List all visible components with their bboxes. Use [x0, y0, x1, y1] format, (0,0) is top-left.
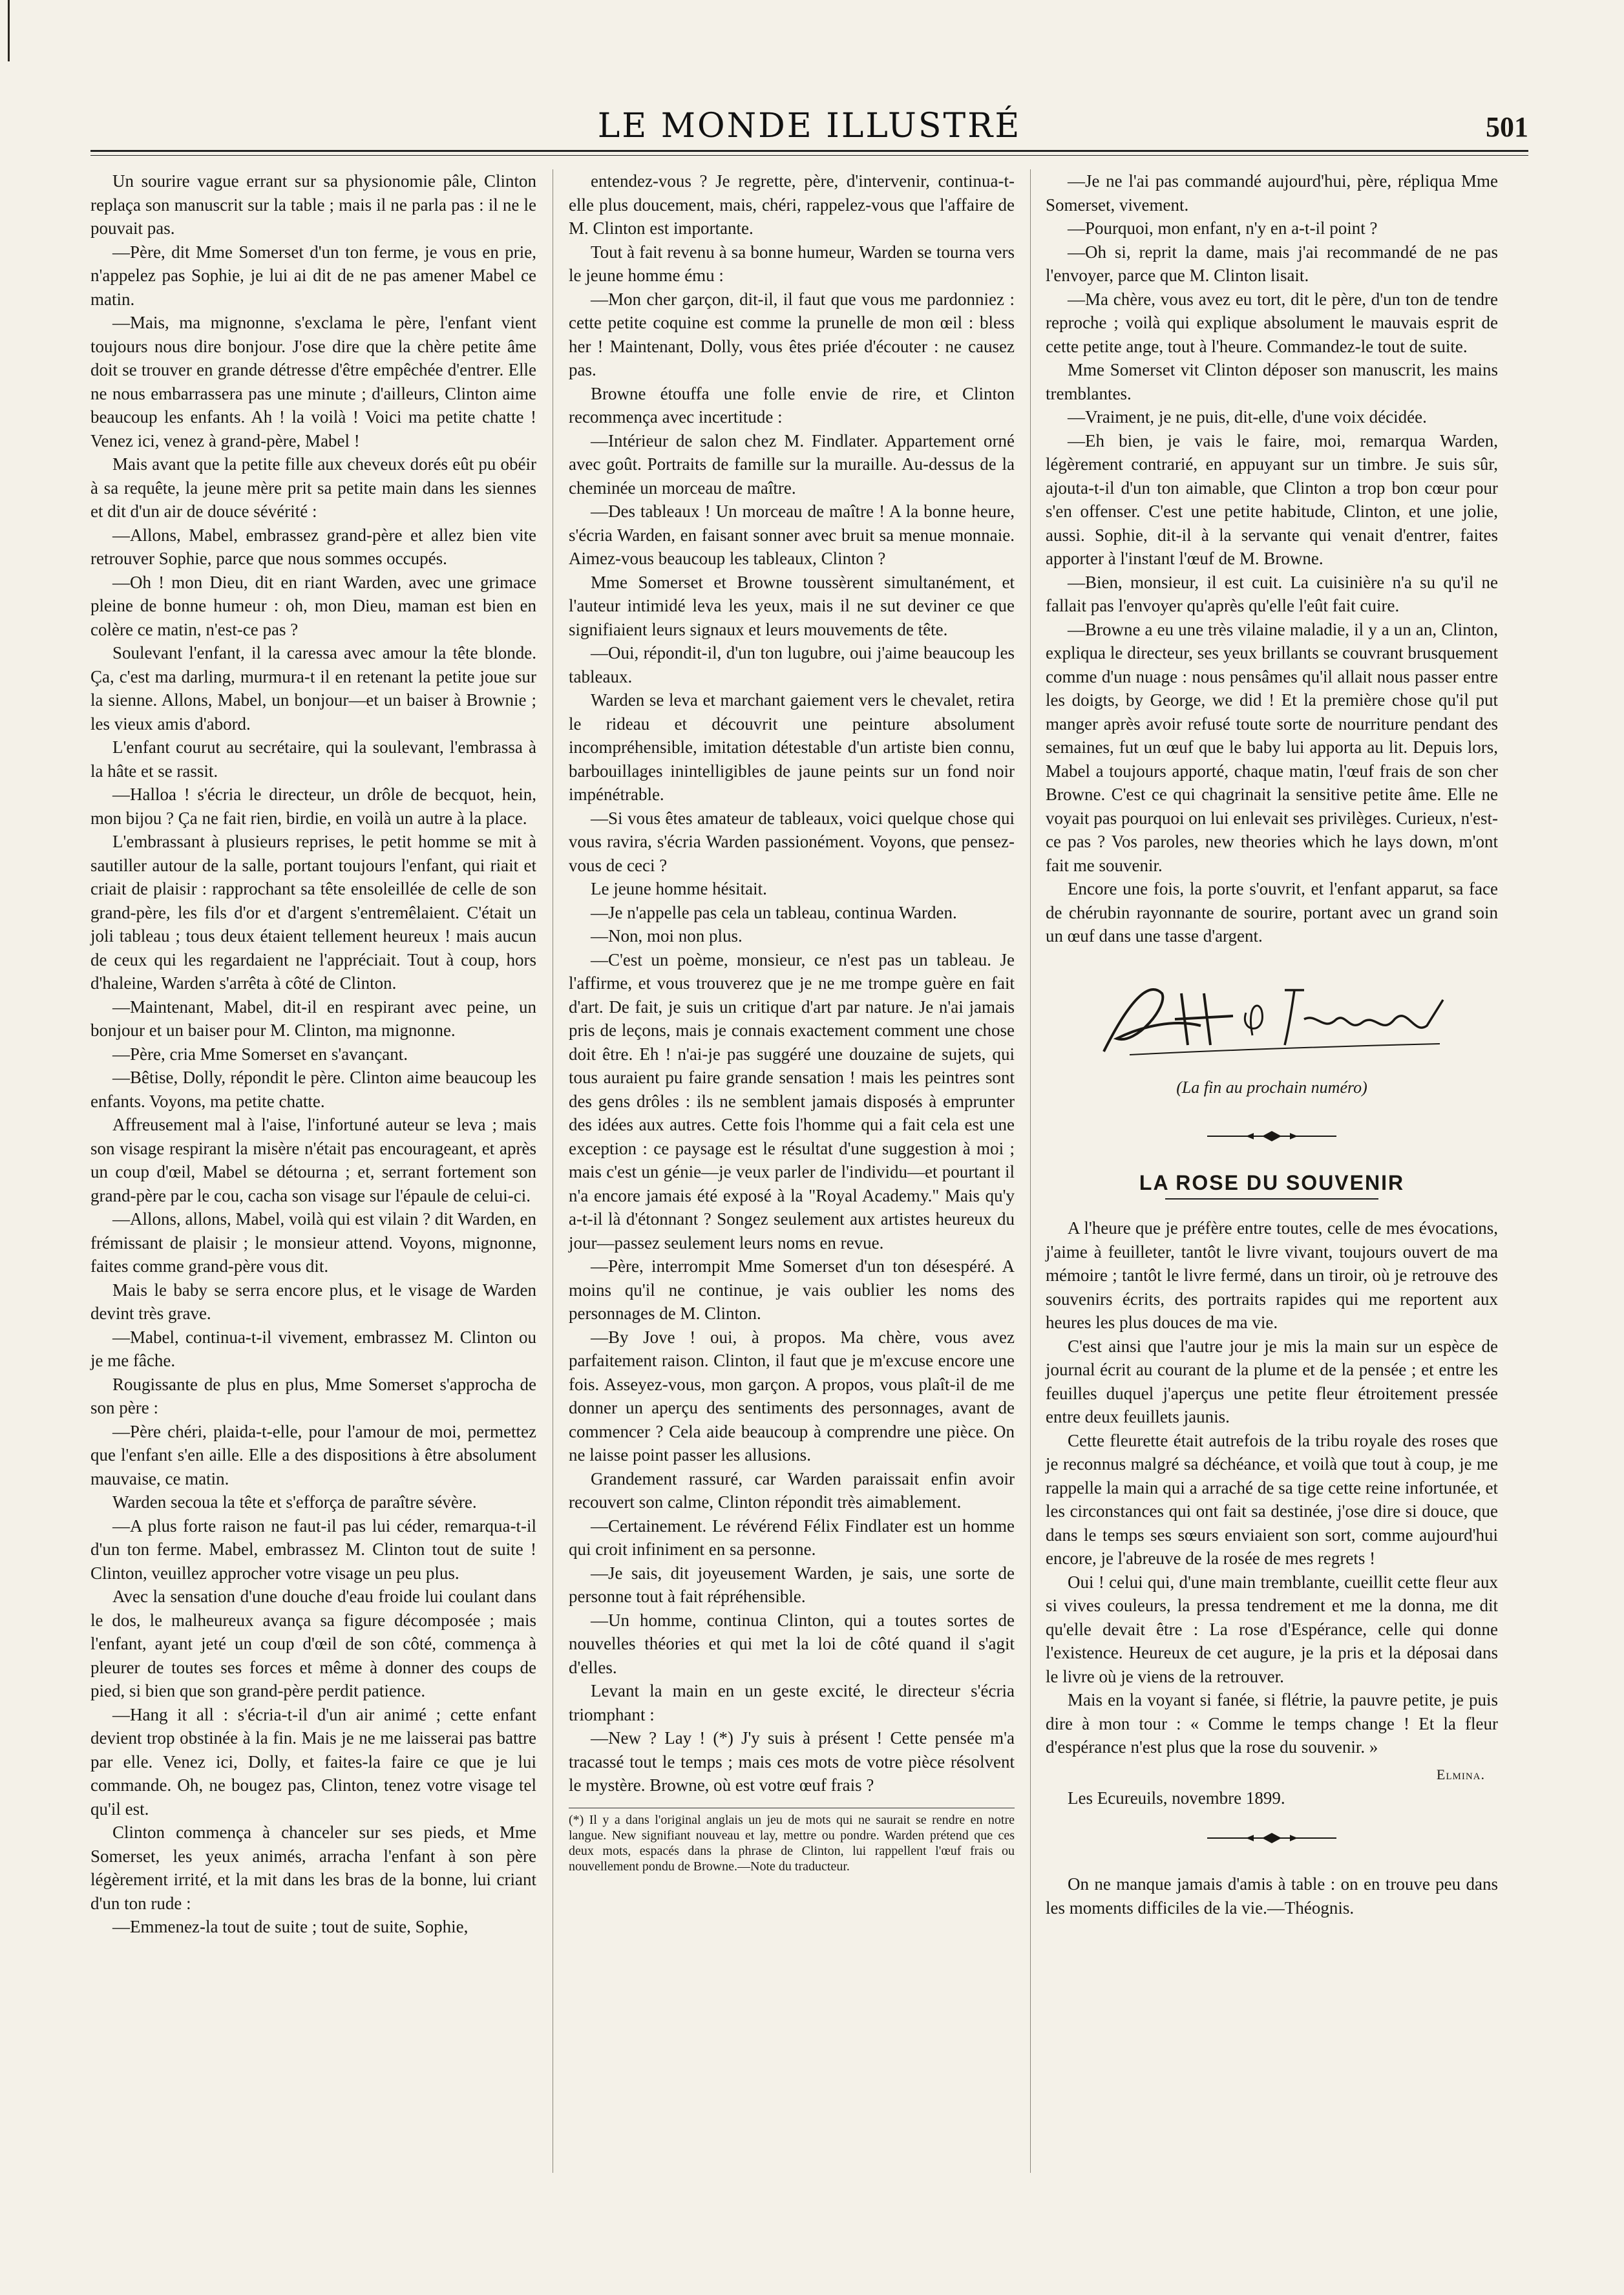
header-rule-thin [90, 155, 1528, 156]
paragraph: —Si vous êtes amateur de tableaux, voici quelque chose qui vous ravira, s'écria Warden passionément. Voyons, que pensez-vous de ceci ? [569, 808, 1015, 875]
ornament-divider [1046, 1827, 1498, 1851]
paragraph: —Bien, monsieur, il est cuit. La cuisinière n'a su qu'il ne fallait pas l'envoyer qu'après qu'elle l'eût fait cuire. [1046, 572, 1498, 615]
paragraph: —Bêtise, Dolly, répondit le père. Clinton aime beaucoup les enfants. Voyons, ma petite chatte. [90, 1068, 536, 1111]
page-number: 501 [1486, 111, 1528, 143]
paragraph: —Oui, répondit-il, d'un ton lugubre, oui j'aime beaucoup les tableaux. [569, 643, 1015, 686]
binding-edge-line [8, 0, 10, 61]
footnote: (*) Il y a dans l'original anglais un jeu de mots qui ne saurait se rendre en notre langue. New signifiant nouveau et lay, mettre ou pondre. Warden prétend que ces deux mots, espacés dans la phrase de Clinton, lui rappellent l'œuf frais ou nouvellement pondu de Browne.—Note du traducteur. [569, 1812, 1015, 1874]
author-signature [1091, 974, 1453, 1064]
paragraph: —Non, moi non plus. [591, 926, 743, 946]
paragraph: —Mon cher garçon, dit-il, il faut que vous me pardonniez : cette petite coquine est comme la prunelle de mon œil : bless her ! Maintenant, Dolly, vous êtes priée d'écouter : ne causez pas. [569, 289, 1015, 379]
paragraph: —Vraiment, je ne puis, dit-elle, d'une voix décidée. [1068, 407, 1427, 427]
paragraph: Mais en la voyant si fanée, si flétrie, la pauvre petite, je puis dire à mon tour : « Comme le temps change ! Et la fleur d'espérance n'est plus que la rose du souvenir. » [1046, 1690, 1498, 1757]
paragraph: entendez-vous ? Je regrette, père, d'intervenir, continua-t-elle plus doucement, mais, chéri, rappelez-vous que l'affaire de M. Clinton est importante. [569, 171, 1015, 238]
paragraph: —Père, cria Mme Somerset en s'avançant. [112, 1044, 408, 1064]
paragraph: —By Jove ! oui, à propos. Ma chère, vous avez parfaitement raison. Clinton, il faut que je m'excuse encore une fois. Asseyez-vous, mon garçon. A propos, vous plaît-il de me donner un aperçu des sentiments des personnages, avant de commencer ? Cela aide beaucoup à comprendre une pièce. On ne laisse point passer les allusions. [569, 1327, 1015, 1465]
paragraph: —Père, interrompit Mme Somerset d'un ton désespéré. A moins qu'il ne continue, je vais oublier les noms des personnages de M. Clinton. [569, 1256, 1015, 1323]
signature-scribble-icon [1091, 974, 1453, 1064]
column-1 [90, 169, 536, 1939]
paragraph: —Browne a eu une très vilaine maladie, il y a un an, Clinton, expliqua le directeur, ses yeux brillants se couvrant brusquement comme d'un nuage : nous pensâmes qu'il allait nous passer entre les doigts, by George, we did ! Et la première chose qu'il put manger après avoir refusé toute sorte de nourriture pendant des semaines, fut un œuf que le baby lui apporta au lit. Depuis lors, Mabel a toujours apporté, chaque matin, l'œuf frais de son cher Browne. C'est ce qui chagrinait la sensitive petite âme. Elle ne voyait pas pourquoi on lui enlevait ses privilèges. Curieux, n'est-ce pas ? Vos paroles, new theories which he lays down, m'ont fait me souvenir. [1046, 619, 1498, 875]
paragraph: Rougissante de plus en plus, Mme Somerset s'approcha de son père : [90, 1374, 536, 1417]
column-3 [1046, 169, 1498, 1920]
column-2 [569, 169, 1015, 1874]
paragraph: Soulevant l'enfant, il la caressa avec amour la tête blonde. Ça, c'est ma darling, murmura-t il en retenant la petite joue sur la sienne. Allons, Mabel, un bonjour—et un baiser à Brownie ; les vieux amis d'abord. [90, 643, 536, 734]
paragraph: Cette fleurette était autrefois de la tribu royale des roses que je reconnus malgré sa déchéance, et voilà que tout à coup, je me rappelle la main qui a arraché de sa tige cette reine infortunée, et les circonstances qui ont fait sa destinée, j'ose dire si douce, que dans le temps ses sœurs enviaient son sort, comme aujourd'hui encore, je l'abreuve de la rosée de mes regrets ! [1046, 1430, 1498, 1568]
page-header [90, 107, 1528, 152]
paragraph: —New ? Lay ! (*) J'y suis à présent ! Cette pensée m'a tracassé tout le temps ; mais ces mots de votre pièce résolvent le mystère. Browne, où est votre œuf frais ? [569, 1728, 1015, 1795]
continuation-note: (La fin au prochain numéro) [1176, 1077, 1367, 1097]
closing-quote: On ne manque jamais d'amis à table : on en trouve peu dans les moments difficiles de la vie.—Théognis. [1046, 1874, 1498, 1918]
dateline: Les Ecureuils, novembre 1899. [1068, 1788, 1285, 1808]
paragraph: —Ma chère, vous avez eu tort, dit le père, d'un ton de tendre reproche ; voilà qui explique absolument le mauvais esprit de cette petite ange, tout à l'heure. Commandez-le tout de suite. [1046, 289, 1498, 356]
paragraph: Warden secoua la tête et s'efforça de paraître sévère. [112, 1492, 477, 1512]
paragraph: —Emmenez-la tout de suite ; tout de suite, Sophie, [112, 1917, 469, 1936]
paragraph: Mais le baby se serra encore plus, et le visage de Warden devint très grave. [90, 1280, 536, 1323]
paragraph: Mme Somerset et Browne toussèrent simultanément, et l'auteur intimidé leva les yeux, mais il ne sut deviner ce que signifiaient leurs signaux et leurs mouvements de tête. [569, 572, 1015, 639]
section-title: LA ROSE DU SOUVENIR [1139, 1170, 1405, 1194]
paragraph: —Maintenant, Mabel, dit-il en respirant avec peine, un bonjour et un baiser pour M. Clinton, ma mignonne. [90, 997, 536, 1040]
paragraph: —Mabel, continua-t-il vivement, embrassez M. Clinton ou je me fâche. [90, 1327, 536, 1370]
ornament-icon [1201, 1130, 1343, 1143]
paragraph: Tout à fait revenu à sa bonne humeur, Warden se tourna vers le jeune homme ému : [569, 242, 1015, 285]
paragraph: A l'heure que je préfère entre toutes, celle de mes évocations, j'aime à feuilleter, tantôt le livre vivant, toujours ouvert de ma mémoire ; tantôt le livre fermé, dans un tiroir, où je retrouve des souvenirs écrits, des portraits rapides qui me reportent aux heures les plus douces de ma vie. [1046, 1218, 1498, 1332]
paragraph: —Père chéri, plaida-t-elle, pour l'amour de moi, permettez que l'enfant s'en aille. Elle a des dispositions à être absolument mauvaise, ce matin. [90, 1421, 536, 1488]
section-title-underline [1165, 1198, 1378, 1200]
paragraph: —Eh bien, je vais le faire, moi, remarqua Warden, légèrement contrarié, en appuyant sur un timbre. Je suis sûr, ajouta-t-il d'un ton aimable, que Clinton a trop bon cœur pour s'en offenser. C'est une petite habitude, Clinton, et une jolie, aussi. Sophie, dit-il à la servante qui venait d'entrer, faites apporter à l'instant l'œuf de M. Browne. [1046, 430, 1498, 568]
paragraph: L'embrassant à plusieurs reprises, le petit homme se mit à sautiller autour de la salle, portant toujours l'enfant, qui riait et criait de plaisir : rapprochant sa tête ensoleillée de celle de son grand-père, les fils d'or et d'argent s'entremêlaient. C'était un joli tableau ; tous deux étaient tellement heureux ! mais aucun de ceux qui les regardaient ne l'appréciait. Tout à coup, hors d'haleine, Warden s'arrêta à côté de Clinton. [90, 832, 536, 993]
paragraph: —C'est un poème, monsieur, ce n'est pas un tableau. Je l'affirme, et vous trouverez que je ne me trompe guère en fait d'art. De fait, je suis un critique d'art par nature. Je n'ai jamais pris de leçons, mais je connais exactement comment une chose doit être. Eh ! n'ai-je pas suggéré une douzaine de sujets, qui tous auraient pu faire grande sensation ! mais les peintres sont des gens drôles : ils ne semblent jamais disposés à emprunter des idées aux autres. Cette fois l'homme qui a fait cela est une exception : ce paysage est le résultat d'une suggestion à moi ; mais c'est un génie—je veux parler de l'individu—et pourtant il n'a encore jamais été exposé à la "Royal Academy." Mais qu'y a-t-il là d'étonnant ? Songez seulement aux artistes heureux du jour—passez seulement leurs noms en revue. [569, 949, 1015, 1253]
paragraph: —Père, dit Mme Somerset d'un ton ferme, je vous en prie, n'appelez pas Sophie, je lui ai dit de ne pas amener Mabel ce matin. [90, 242, 536, 309]
paragraph: —Allons, allons, Mabel, voilà qui est vilain ? dit Warden, en frémissant de plaisir ; le monsieur attend. Voyons, mignonne, faites comme grand-père vous dit. [90, 1209, 536, 1276]
header-rule-thick [90, 150, 1528, 152]
masthead-title: LE MONDE ILLUSTRÉ [597, 107, 1022, 145]
paragraph: —Certainement. Le révérend Félix Findlater est un homme qui croit infiniment en sa personne. [569, 1516, 1015, 1559]
paragraph: Oui ! celui qui, d'une main tremblante, cueillit cette fleur aux si vives couleurs, la pressa tendrement et me la donna, me dit qu'elle devait être : La rose d'Espérance, celle qui donne l'existence. Heureux de cet augure, je la pris et la déposai dans le livre où je viens de la retrouver. [1046, 1572, 1498, 1686]
paragraph: Encore une fois, la porte s'ouvrit, et l'enfant apparut, sa face de chérubin rayonnante de sourire, portant avec un grand soin un œuf dans une tasse d'argent. [1046, 879, 1498, 946]
paragraph: Browne étouffa une folle envie de rire, et Clinton recommença avec incertitude : [569, 383, 1015, 427]
paragraph: —Hang it all : s'écria-t-il d'un air animé ; cette enfant devient trop obstinée à la fin. Mais je ne me laisserai pas battre par elle. Venez ici, Dolly, et faites-la faire ce que je lui commande. Oh, ne bougez pas, Clinton, tenez votre visage tel qu'il est. [90, 1704, 536, 1819]
paragraph: Grandement rassuré, car Warden paraissait enfin avoir recouvert son calme, Clinton répondit très aimablement. [569, 1468, 1015, 1512]
paragraph: —Je ne l'ai pas commandé aujourd'hui, père, répliqua Mme Somerset, vivement. [1046, 171, 1498, 215]
paragraph: —Pourquoi, mon enfant, n'y en a-t-il point ? [1068, 218, 1378, 238]
paragraph: Clinton commença à chanceler sur ses pieds, et Mme Somerset, les yeux animés, arracha l'enfant à son père légèrement irrité, et la mit dans les bras de la bonne, lui criant d'un ton rude : [90, 1823, 536, 1913]
ornament-divider [1046, 1125, 1498, 1149]
paragraph: —Allons, Mabel, embrassez grand-père et allez bien vite retrouver Sophie, parce que nous sommes occupés. [90, 525, 536, 568]
column-divider [1030, 169, 1031, 2173]
paragraph: Mme Somerset vit Clinton déposer son manuscrit, les mains tremblantes. [1046, 360, 1498, 403]
paragraph: —Des tableaux ! Un morceau de maître ! A la bonne heure, s'écria Warden, en faisant sonner avec bruit sa menue monnaie. Aimez-vous beaucoup les tableaux, Clinton ? [569, 502, 1015, 568]
paragraph: —A plus forte raison ne faut-il pas lui céder, remarqua-t-il d'un ton ferme. Mabel, embrassez M. Clinton tout de suite ! Clinton, veuillez approcher votre visage un peu plus. [90, 1516, 536, 1583]
paragraph: —Je sais, dit joyeusement Warden, je sais, une sorte de personne tout à fait répréhensible. [569, 1563, 1015, 1606]
paragraph: C'est ainsi que l'autre jour je mis la main sur un espèce de journal écrit au courant de la plume et de la pensée ; et entre les feuilles duquel j'aperçus une petite fleur étroitement pressée entre deux feuillets jaunis. [1046, 1336, 1498, 1426]
paragraph: —Oh ! mon Dieu, dit en riant Warden, avec une grimace pleine de bonne humeur : oh, mon Dieu, maman est bien en colère ce matin, n'est-ce pas ? [90, 572, 536, 639]
paragraph: Le jeune homme hésitait. [591, 879, 767, 898]
paragraph: Avec la sensation d'une douche d'eau froide lui coulant dans le dos, le malheureux avança sa figure décomposée ; mais l'enfant, ayant jeté un coup d'œil de son côté, commença à pleurer de toutes ses forces et même à donner des coups de pied, si bien que son grand-père perdit patience. [90, 1587, 536, 1700]
paragraph: —Halloa ! s'écria le directeur, un drôle de becquot, hein, mon bijou ? Ça ne fait rien, birdie, en voilà un autre à la place. [90, 785, 536, 828]
paragraph: —Intérieur de salon chez M. Findlater. Appartement orné avec goût. Portraits de famille sur la muraille. Au-dessus de la cheminée un morceau de maître. [569, 430, 1015, 498]
paragraph: Mais avant que la petite fille aux cheveux dorés eût pu obéir à sa requête, la jeune mère prit sa petite main dans les siennes et dit d'un air de douce sévérité : [90, 454, 536, 521]
paragraph: Affreusement mal à l'aise, l'infortuné auteur se leva ; mais son visage respirant la misère n'était pas encourageant, et après un coup d'œil, Mabel se détourna ; et, serrant fortement son grand-père par le cou, cacha son visage sur l'épaule de celui-ci. [90, 1115, 536, 1205]
paragraph: Warden se leva et marchant gaiement vers le chevalet, retira le rideau et découvrit une peinture absolument incompréhensible, imitation détestable d'un artiste bien connu, barbouillages inintelligibles de jaune peints sur un fond noir impénétrable. [569, 690, 1015, 804]
paragraph: L'enfant courut au secrétaire, qui la soulevant, l'embrassa à la hâte et se rassit. [90, 737, 536, 781]
paragraph: Levant la main en un geste excité, le directeur s'écria triomphant : [569, 1681, 1015, 1724]
paragraph: —Un homme, continua Clinton, qui a toutes sortes de nouvelles théories et qui met la loi de côté quand il s'agit d'elles. [569, 1610, 1015, 1677]
paragraph: —Mais, ma mignonne, s'exclama le père, l'enfant vient toujours nous dire bonjour. J'ose dire que la chère petite âme doit se trouver en grande détresse d'être empêchée d'entrer. Elle ne nous embarrassera pas une minute ; d'ailleurs, Clinton aime beaucoup les enfants. Ah ! la voilà ! Voici ma petite chatte ! Venez ici, venez à grand-père, Mabel ! [90, 313, 536, 450]
paragraph: Un sourire vague errant sur sa physionomie pâle, Clinton replaça son manuscrit sur la table ; mais il ne parla pas : il ne le pouvait pas. [90, 171, 536, 238]
section-author: Elmina. [1436, 1766, 1485, 1782]
paragraph: —Je n'appelle pas cela un tableau, continua Warden. [591, 902, 957, 922]
paragraph: —Oh si, reprit la dame, mais j'ai recommandé de ne pas l'envoyer, parce que M. Clinton lisait. [1046, 242, 1498, 285]
ornament-icon [1201, 1832, 1343, 1845]
